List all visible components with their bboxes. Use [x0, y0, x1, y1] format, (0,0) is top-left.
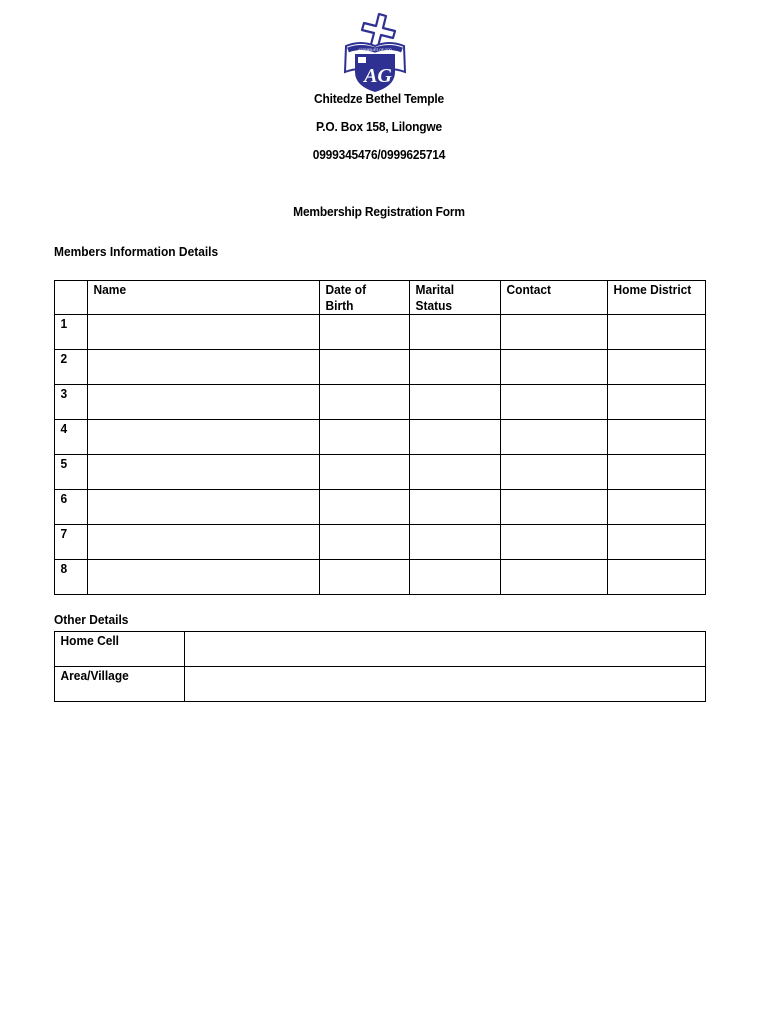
entry-cell[interactable] [410, 350, 501, 385]
row-number [55, 350, 88, 385]
column-header-label: Contact [506, 282, 552, 297]
entry-cell[interactable] [410, 455, 501, 490]
entry-cell[interactable] [88, 315, 320, 350]
entry-cell[interactable] [608, 315, 706, 350]
other-section-heading: Other Details [54, 612, 129, 627]
entry-cell[interactable] [410, 490, 501, 525]
entry-cell[interactable] [88, 350, 320, 385]
entry-cell[interactable] [410, 385, 501, 420]
row-number-label: 6 [60, 491, 68, 506]
table-row [55, 420, 706, 455]
row-number-label: 7 [60, 526, 68, 541]
entry-cell[interactable] [320, 350, 410, 385]
table-row [55, 490, 706, 525]
svg-text:ASSEMBLIES OF GOD: ASSEMBLIES OF GOD [358, 48, 392, 52]
row-number-label: 3 [60, 386, 68, 401]
entry-cell[interactable] [501, 525, 608, 560]
row-number-label: 2 [60, 351, 68, 366]
entry-cell[interactable] [320, 560, 410, 595]
entry-cell[interactable] [320, 385, 410, 420]
entry-cell[interactable] [88, 525, 320, 560]
entry-cell[interactable] [320, 455, 410, 490]
entry-cell[interactable] [410, 560, 501, 595]
row-number-label: 8 [60, 561, 68, 576]
field-label-cell [55, 667, 185, 702]
church-phone: 0999345476/0999625714 [312, 147, 446, 162]
column-header-label [55, 281, 84, 282]
entry-cell[interactable] [88, 455, 320, 490]
entry-cell[interactable] [608, 525, 706, 560]
field-value-cell[interactable] [185, 667, 706, 702]
entry-cell[interactable] [320, 525, 410, 560]
row-number [55, 315, 88, 350]
svg-text:AG: AG [364, 65, 392, 87]
row-number-label: 5 [60, 456, 68, 471]
table-row [55, 385, 706, 420]
entry-cell[interactable] [410, 525, 501, 560]
column-header [320, 281, 410, 315]
table-row [55, 455, 706, 490]
entry-cell[interactable] [320, 420, 410, 455]
column-header-label: Home District [613, 282, 692, 297]
entry-cell[interactable] [501, 420, 608, 455]
entry-cell[interactable] [501, 385, 608, 420]
column-header [608, 281, 706, 315]
column-header-label: Name [93, 282, 127, 297]
entry-cell[interactable] [88, 490, 320, 525]
entry-cell[interactable] [88, 420, 320, 455]
table-header-row [55, 281, 706, 315]
table-row [55, 315, 706, 350]
entry-cell[interactable] [320, 315, 410, 350]
entry-cell[interactable] [608, 490, 706, 525]
members-table-body [55, 281, 706, 595]
entry-cell[interactable] [88, 385, 320, 420]
other-details-row [55, 632, 706, 667]
church-name: Chitedze Bethel Temple [314, 91, 444, 106]
field-value[interactable] [185, 632, 663, 633]
other-details-row [55, 667, 706, 702]
field-label-cell [55, 632, 185, 667]
entry-cell[interactable] [501, 490, 608, 525]
entry-cell[interactable] [608, 560, 706, 595]
column-header [410, 281, 501, 315]
table-row [55, 560, 706, 595]
row-number [55, 490, 88, 525]
entry-cell[interactable] [608, 350, 706, 385]
row-number [55, 525, 88, 560]
field-value-cell[interactable] [185, 632, 706, 667]
entry-cell[interactable] [410, 420, 501, 455]
church-address: P.O. Box 158, Lilongwe [315, 119, 443, 134]
row-number [55, 385, 88, 420]
field-value[interactable] [185, 667, 663, 668]
column-header [88, 281, 320, 315]
entry-cell[interactable] [501, 350, 608, 385]
column-header-label: Marital Status [415, 282, 455, 313]
entry-cell[interactable] [410, 315, 501, 350]
other-details-table [54, 631, 706, 702]
entry-cell[interactable] [501, 315, 608, 350]
entry-cell[interactable] [88, 560, 320, 595]
entry-cell[interactable] [320, 490, 410, 525]
row-number [55, 560, 88, 595]
column-header [55, 281, 88, 315]
other-details-body [55, 632, 706, 702]
church-logo [339, 12, 411, 94]
entry-cell[interactable] [608, 385, 706, 420]
table-row [55, 525, 706, 560]
members-table [54, 280, 706, 595]
row-number [55, 455, 88, 490]
entry-cell[interactable] [501, 455, 608, 490]
entry-cell[interactable] [608, 455, 706, 490]
field-label: Home Cell [60, 633, 120, 648]
column-header-label: Date of Birth [325, 282, 367, 313]
table-row [55, 350, 706, 385]
row-number-label: 1 [60, 316, 68, 331]
entry-cell[interactable] [608, 420, 706, 455]
row-number-label: 4 [60, 421, 68, 436]
row-number [55, 420, 88, 455]
field-label: Area/Village [60, 668, 129, 683]
form-title: Membership Registration Form [293, 204, 465, 219]
entry-cell[interactable] [501, 560, 608, 595]
members-section-heading: Members Information Details [54, 244, 219, 259]
column-header [501, 281, 608, 315]
